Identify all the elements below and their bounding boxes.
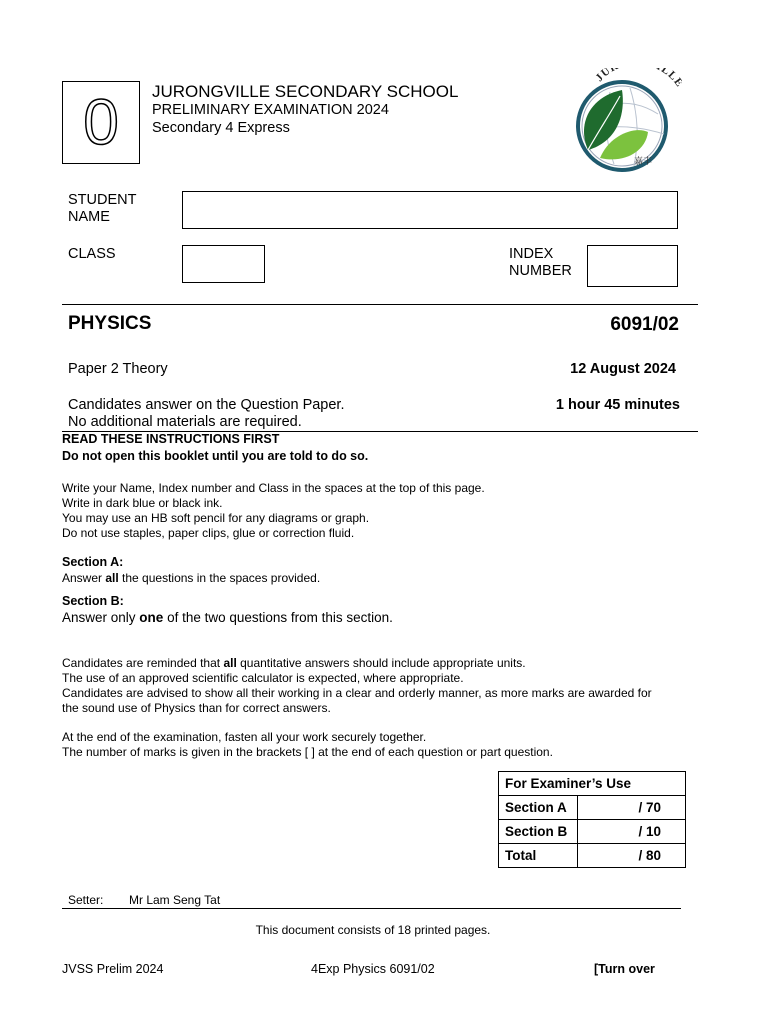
reminder-line [62,656,652,671]
instruction-line: Write in dark blue or black ink. [62,496,223,510]
setter-name: Mr Lam Seng Tat [129,893,221,907]
section-b-text-bold: one [139,610,164,625]
section-b-title: Section B: [62,594,124,608]
school-name: JURONGVILLE SECONDARY SCHOOL [152,82,459,101]
duration: 1 hour 45 minutes [555,397,680,413]
reminder-post: quantitative answers should include appropriate units. [236,656,526,670]
footer-left: JVSS Prelim 2024 [62,962,164,976]
student-name-label-line-2: NAME [68,209,110,225]
paper-code: 6091/02 [610,314,679,335]
table-row [499,844,686,868]
answer-note-2: No additional materials are required. [68,414,302,430]
student-name-label [68,192,136,226]
class-label: CLASS [68,246,116,262]
table-row [499,772,686,796]
instructions-heading: READ THESE INSTRUCTIONS FIRST [62,432,280,446]
exam-title: PRELIMINARY EXAMINATION 2024 [152,102,389,118]
calculator-line: The use of an approved scientific calculator is expected, where appropriate. [62,671,464,685]
index-number-label [509,246,572,280]
paper-code-box [62,81,140,164]
setter-label: Setter: [68,893,104,907]
student-name-label-line-1: STUDENT [68,192,137,208]
section-a-text-post: the questions in the spaces provided. [118,571,321,585]
examiner-table-title: For Examiner’s Use [499,772,686,796]
top-divider [62,304,698,305]
index-label-line-2: NUMBER [509,263,572,279]
row-marks: / 10 [578,820,686,844]
examiner-use-table [498,771,686,868]
section-b-text-pre: Answer only [62,610,140,625]
index-number-field[interactable] [587,245,678,287]
index-label-line-1: INDEX [509,246,554,262]
section-b-text [62,610,393,626]
table-row [499,820,686,844]
section-a-text [62,571,320,586]
row-label: Section A [499,796,578,820]
row-label: Section B [499,820,578,844]
section-a-title: Section A: [62,555,124,569]
turn-over: [Turn over [594,962,655,976]
section-b-text-post: of the two questions from this section. [163,610,393,625]
paper-code-letter: 0 [83,86,119,158]
student-name-field[interactable] [182,191,678,229]
row-marks: / 70 [578,796,686,820]
section-a-text-bold: all [105,571,119,585]
answer-note-1: Candidates answer on the Question Paper. [68,397,345,413]
level-label: Secondary 4 Express [152,120,290,136]
general-instructions [62,481,485,541]
paper-name: Paper 2 Theory [68,361,168,377]
instruction-line: Do not use staples, paper clips, glue or correction fluid. [62,526,355,540]
working-line-1: Candidates are advised to show all their working in a clear and orderly manner, as more marks are awarded for [62,686,652,700]
row-marks: / 80 [578,844,686,868]
instruction-line: Write your Name, Index number and Class in the spaces at the top of this page. [62,481,485,495]
pages-note: This document consists of 18 printed pages. [255,923,491,937]
logo-motto: 嘉丰 [634,157,653,167]
candidate-reminders [62,656,652,716]
table-row [499,796,686,820]
school-logo [570,68,682,174]
working-line-2: the sound use of Physics than for correct answers. [62,701,331,715]
exam-date: 12 August 2024 [570,361,676,377]
class-field[interactable] [182,245,265,283]
end-line-1: At the end of the examination, fasten all your work securely together. [62,730,427,744]
instructions-warning: Do not open this booklet until you are told to do so. [62,449,369,463]
section-a-text-pre: Answer [62,571,106,585]
setter-divider [62,908,681,909]
reminder-pre: Candidates are reminded that [62,656,224,670]
footer-center: 4Exp Physics 6091/02 [311,962,435,976]
logo-arc-text: JU LL [593,68,680,85]
reminder-bold: all [223,656,237,670]
subject-title: PHYSICS [68,313,152,334]
end-line-2: The number of marks is given in the brackets [ ] at the end of each question or part question. [62,745,553,759]
end-instructions [62,730,553,760]
instruction-line: You may use an HB soft pencil for any diagrams or graph. [62,511,370,525]
row-label: Total [499,844,578,868]
